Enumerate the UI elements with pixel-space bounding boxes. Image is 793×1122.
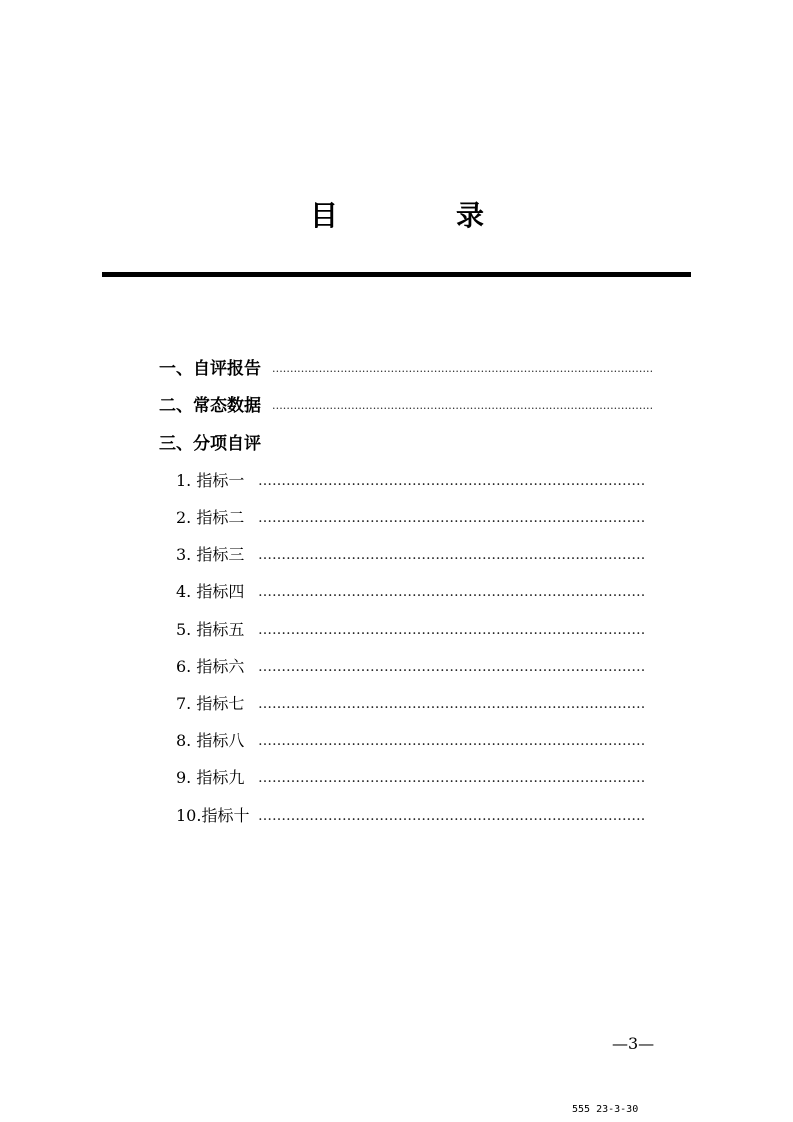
toc-dot-leader [258, 689, 644, 719]
toc-dot-leader [258, 466, 644, 496]
toc-entry-label: 二、常态数据 [159, 396, 261, 416]
toc-entry-label: 10.指标十 [176, 806, 250, 825]
print-stamp: 555 23-3-30 [572, 1104, 639, 1115]
toc-dot-leader [258, 615, 644, 645]
toc-entry-label: 一、自评报告 [159, 359, 261, 379]
toc-entry-label: 7. 指标七 [176, 694, 245, 713]
document-title [0, 196, 793, 236]
toc-entry-label: 3. 指标三 [176, 545, 245, 564]
toc-dot-leader [258, 726, 644, 756]
toc-dot-leader [258, 540, 644, 570]
title-char-lu: 录 [456, 199, 485, 232]
toc-entry-label: 1. 指标一 [176, 471, 245, 490]
toc-dot-leader [258, 763, 644, 793]
toc-entry-label: 4. 指标四 [176, 582, 245, 601]
toc-entry-label: 5. 指标五 [176, 620, 245, 639]
page-number: —3— [612, 1034, 655, 1053]
toc-dot-leader [258, 577, 644, 607]
toc-entry-label: 8. 指标八 [176, 731, 245, 750]
title-divider [102, 272, 691, 277]
toc-dot-leader [258, 503, 644, 533]
title-char-mu: 目 [310, 199, 339, 232]
toc-dot-leader [272, 354, 652, 384]
toc-dot-leader [258, 652, 644, 682]
toc-entry-label: 9. 指标九 [176, 768, 245, 787]
toc-entry-label: 6. 指标六 [176, 657, 245, 676]
toc-entry-label: 三、分项自评 [159, 434, 261, 454]
toc-dot-leader [272, 391, 652, 421]
toc-entry-label: 2. 指标二 [176, 508, 245, 527]
toc-dot-leader [258, 801, 644, 831]
